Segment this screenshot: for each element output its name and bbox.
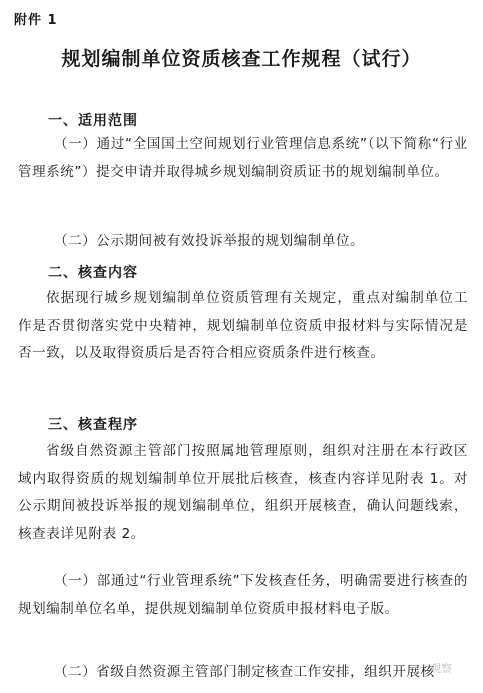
- watermark: 观察: [430, 662, 452, 675]
- procedure-item-2: （二）省级自然资源主管部门制定核查工作安排，组织开展核: [54, 664, 435, 680]
- procedure-paragraph: 省级自然资源主管部门按照属地管理原则，组织对注册在本行政区域内取得资质的规划编制单位开展批后核查，核查内容详见附表 1。对公示期间被投诉举报的规划编制单位，组织开展核查，确认问题线索，核查表详见附表 2。: [18, 443, 468, 542]
- section-heading-content: 二、核查内容: [48, 265, 138, 281]
- attachment-label: 附件 1: [14, 13, 58, 28]
- section-heading-scope: 一、适用范围: [48, 113, 138, 129]
- document-title: 规划编制单位资质核查工作规程（试行）: [61, 48, 422, 70]
- content-paragraph: 依据现行城乡规划编制单位资质管理有关规定，重点对编制单位工作是否贯彻落实党中央精神，规划编制单位资质申报材料与实际情况是否一致，以及取得资质后是否符合相应资质条件进行核查。: [18, 290, 468, 361]
- procedure-item-1: （一）部通过“行业管理系统”下发核查任务，明确需要进行核查的规划编制单位名单，提供规划编制单位资质申报材料电子版。: [18, 573, 468, 617]
- section-heading-procedure: 三、核查程序: [48, 417, 138, 433]
- scope-item-2: （二）公示期间被有效投诉举报的规划编制单位。: [54, 233, 365, 249]
- scope-item-1: （一）通过“全国国土空间规划行业管理信息系统”（以下简称“行业管理系统”）提交申请并取得城乡规划编制资质证书的规划编制单位。: [18, 136, 468, 180]
